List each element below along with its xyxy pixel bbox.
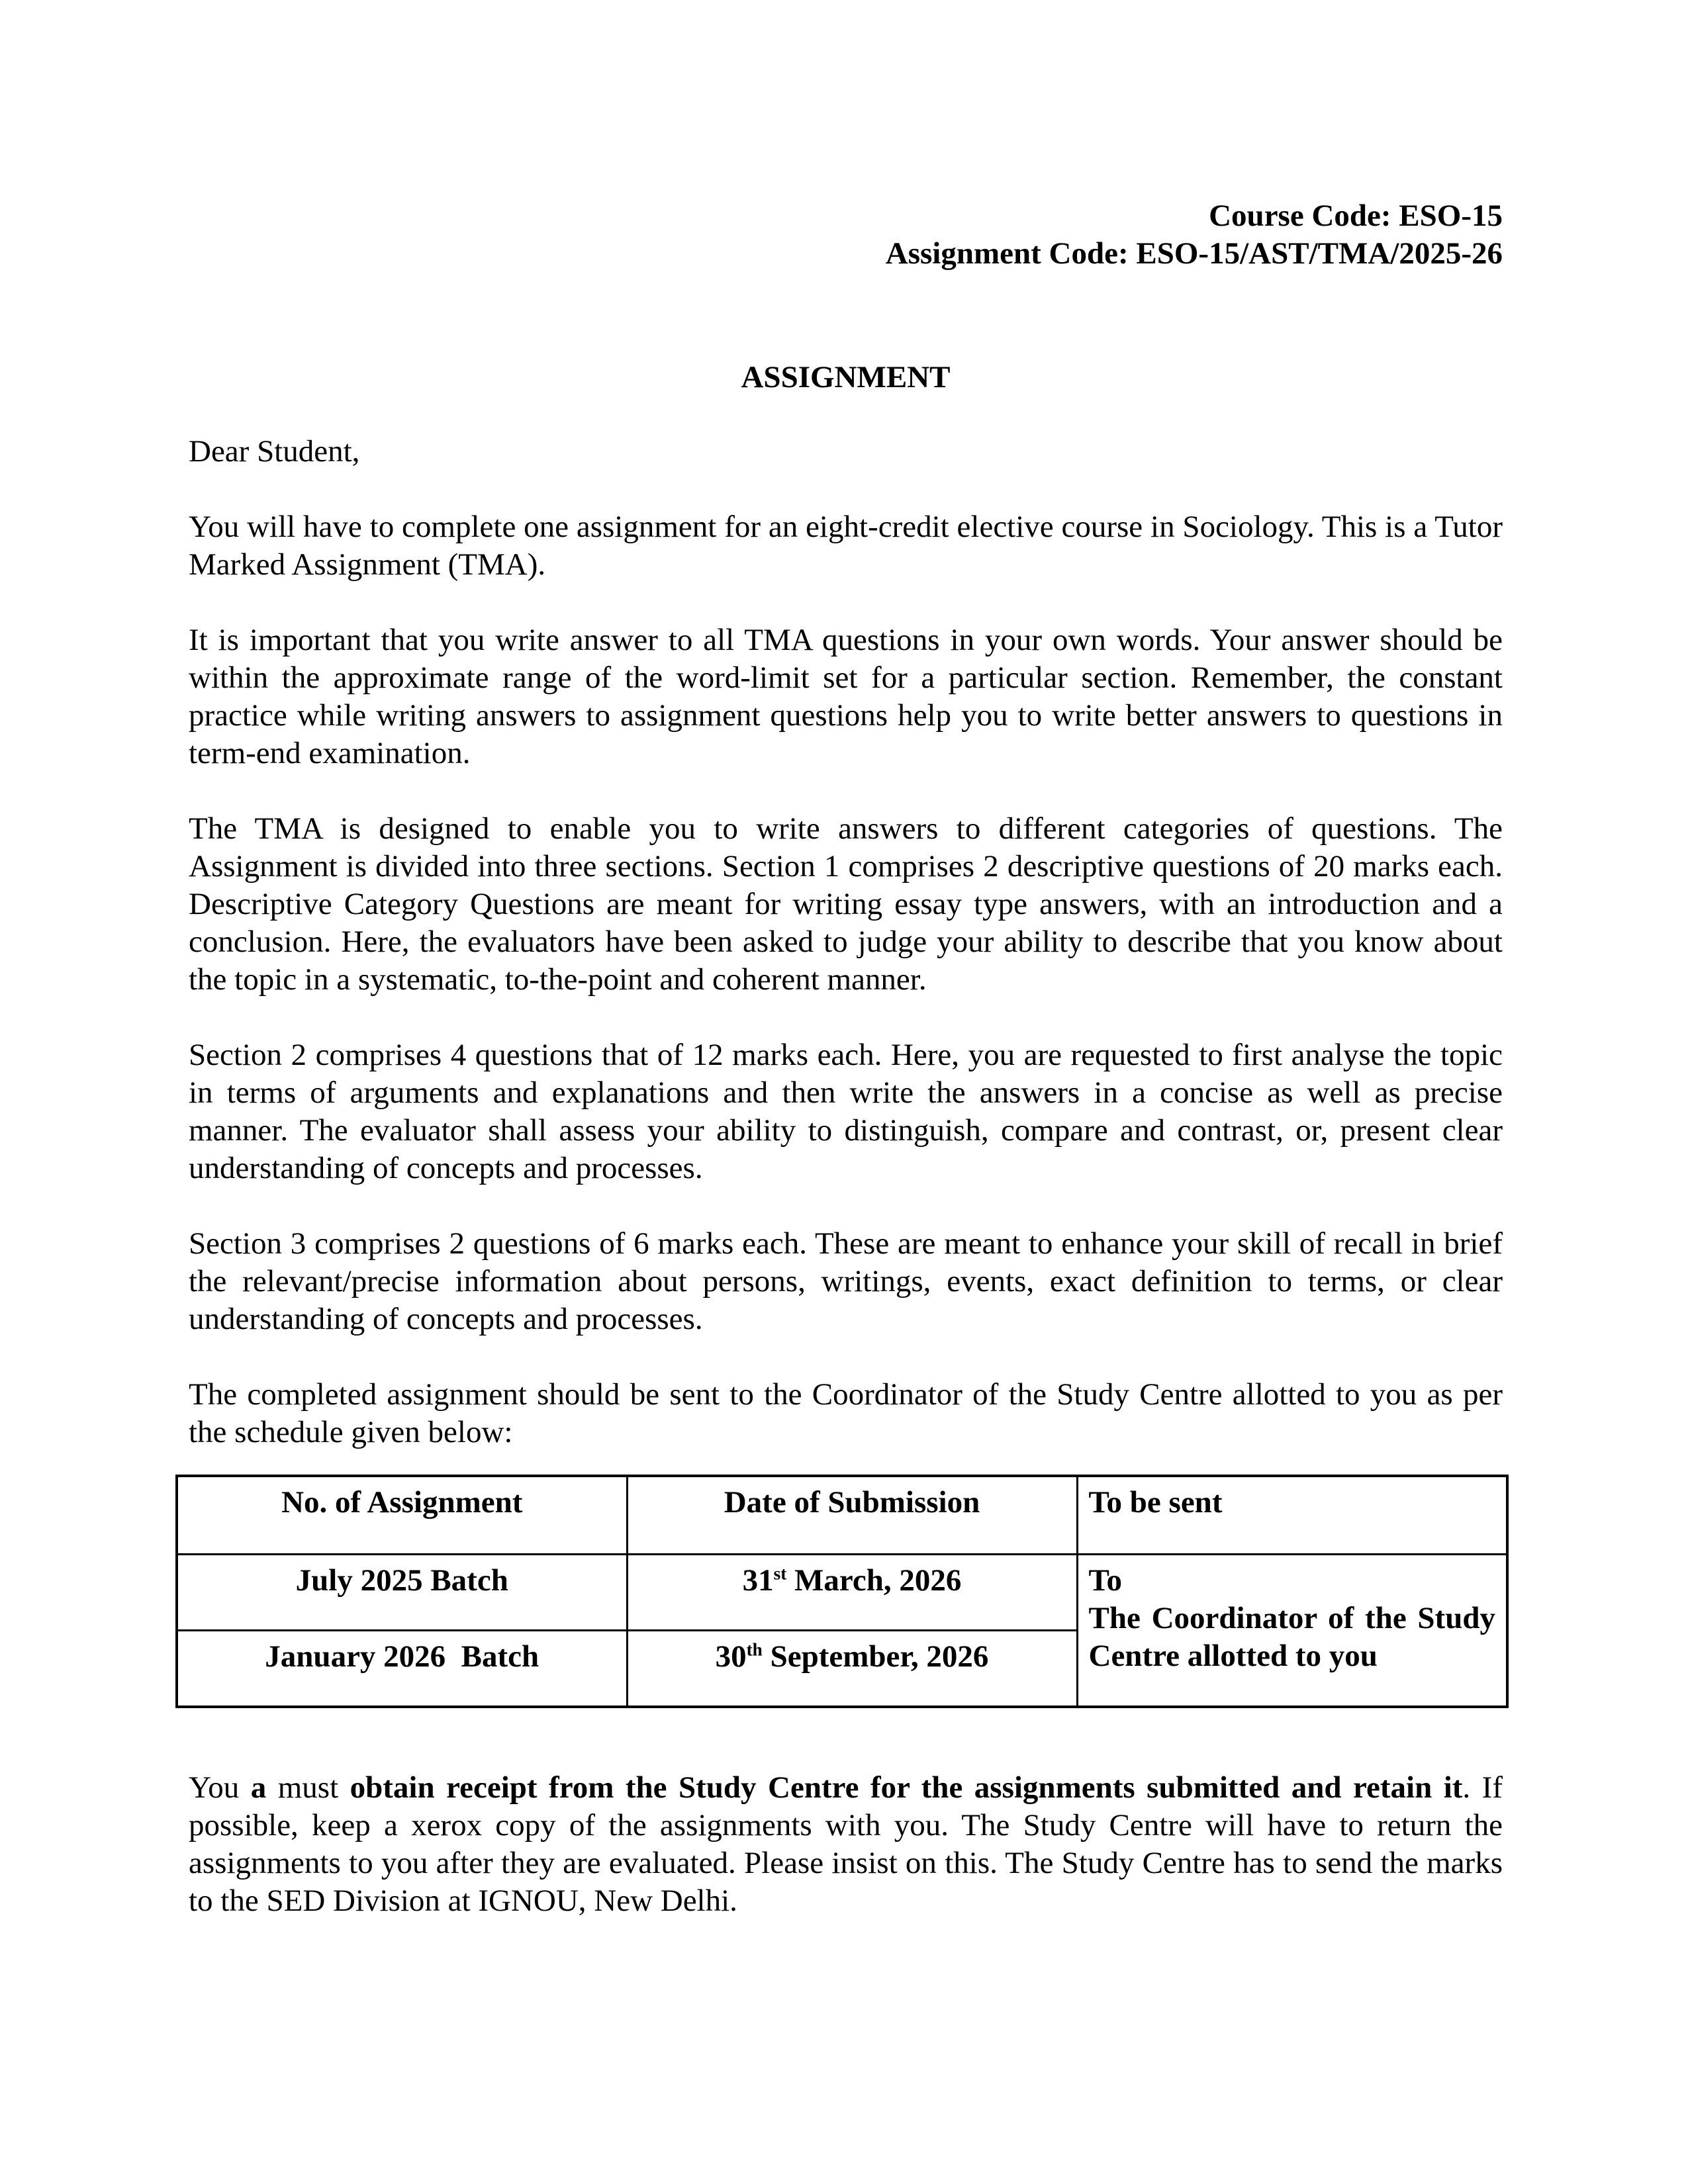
batch-cell: January 2026 Batch: [177, 1631, 627, 1707]
column-header-to-be-sent: To be sent: [1077, 1476, 1507, 1555]
paragraph-section-2: Section 2 comprises 4 questions that of 12 marks each. Here, you are requested to first analyse the topic in terms of arguments and explanations and then write the answers in a concise as well as precise manner. The evaluator shall assess your ability to distinguish, compare and contrast, or, present clear understanding of concepts and processes.: [189, 1038, 1503, 1185]
column-header-date-of-submission: Date of Submission: [627, 1476, 1077, 1555]
submission-date-cell: 31st March, 2026: [627, 1555, 1077, 1631]
document-header: [189, 197, 1503, 273]
submission-date-cell: 30th September, 2026: [627, 1631, 1077, 1707]
paragraph-tma-design: The TMA is designed to enable you to write answers to different categories of questions. The Assignment is divided into three sections. Section 1 comprises 2 descriptive questions of 20 marks each. Descriptive Category Questions are meant for writing essay type answers, with an introduction and a conclusion. Here, the evaluators have been asked to judge your ability to describe that you know about the topic in a systematic, to-the-point and coherent manner.: [189, 811, 1503, 997]
batch-cell: July 2025 Batch: [177, 1555, 627, 1631]
to-be-sent-address: The Coordinator of the Study Centre allotted to you: [1088, 1601, 1495, 1673]
paragraph-section-3: Section 3 comprises 2 questions of 6 marks each. These are meant to enhance your skill of recall in brief the relevant/precise information about persons, writings, events, exact definition to terms, or clear understanding of concepts and processes.: [189, 1226, 1503, 1336]
paragraph-receipt-notice: You a must obtain receipt from the Study Centre for the assignments submitted and retain it. If possible, keep a xerox copy of the assignments with you. The Study Centre will have to return the assignments to you after they are evaluated. Please insist on this. The Study Centre has to send the marks to the SED Division at IGNOU, New Delhi.: [189, 1770, 1503, 1918]
course-code-line: Course Code: ESO-15: [1209, 199, 1503, 233]
assignment-code-line: Assignment Code: ESO-15/AST/TMA/2025-26: [885, 236, 1503, 271]
to-be-sent-cell: [1077, 1555, 1507, 1707]
table-header-row: [177, 1476, 1507, 1555]
to-be-sent-line: To: [1088, 1563, 1123, 1598]
paragraph-schedule-intro: The completed assignment should be sent to the Coordinator of the Study Centre allotted to you as per the schedule given below:: [189, 1377, 1503, 1449]
paragraph-own-words: It is important that you write answer to all TMA questions in your own words. Your answer should be within the approximate range of the word-limit set for a particular section. Remember, the constant practice while writing answers to assignment questions help you to write better answers to questions in term-end examination.: [189, 623, 1503, 770]
page-title: ASSIGNMENT: [741, 360, 951, 394]
submission-schedule-table: [175, 1475, 1509, 1708]
salutation: Dear Student,: [189, 434, 360, 469]
table-row-july-2025: [177, 1555, 1507, 1631]
paragraph-intro: You will have to complete one assignment for an eight-credit elective course in Sociology. This is a Tutor Marked Assignment (TMA).: [189, 510, 1503, 582]
column-header-no-of-assignment: No. of Assignment: [177, 1476, 627, 1555]
